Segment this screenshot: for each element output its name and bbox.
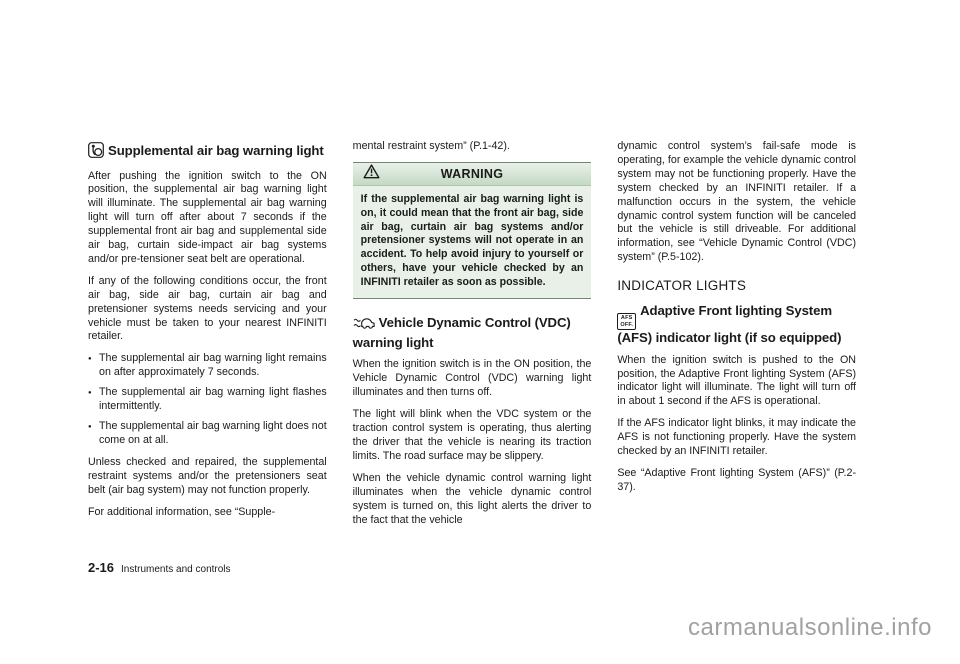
vdc-paragraph-1: When the ignition switch is in the ON position, the Vehicle Dynamic Control (VDC) warning light illuminates and then turns off.	[352, 358, 592, 399]
airbag-bullet-2: ● The supplemental air bag warning light flashes intermittently.	[88, 386, 327, 414]
column-middle	[353, 140, 592, 535]
vdc-paragraph-2: The light will blink when the VDC system or the traction control system is operating, thus alerting the driver that the vehicle is nearing its traction limits. The road surface may be slippery.	[352, 408, 592, 462]
afs-paragraph-1: When the ignition switch is pushed to the ON position, the Adaptive Front lighting System (AFS) indicator light will illuminate. The light will turn off in about 1 second if the AFS is operational.	[617, 353, 857, 408]
afs-off-indicator-icon	[617, 313, 636, 330]
vdc-heading-text: Vehicle Dynamic Control (VDC) warning light	[352, 315, 571, 350]
vdc-heading	[353, 315, 592, 351]
airbag-paragraph-4-continuation: mental restraint system” (P.1-42).	[352, 140, 510, 152]
column-right	[617, 140, 856, 535]
footer-section-label: Instruments and controls	[121, 564, 231, 575]
afs-icon-line2: OFF.	[620, 321, 634, 328]
vdc-paragraph-3-continuation: dynamic control system’s fail-safe mode is operating, for example the vehicle dynamic control system may not be functioning properly. Have the system checked by an INFINITI retailer. If a malfunction occurs in the system, the vehicle dynamic control system function will be canceled but the vehicle is still driveable. For additional information, see “Vehicle Dynamic Control (VDC) system” (P.5-102).	[617, 140, 857, 264]
afs-heading-text: Adaptive Front lighting System (AFS) indicator light (if so equipped)	[617, 303, 842, 346]
airbag-warning-icon	[88, 142, 104, 163]
afs-paragraph-2: If the AFS indicator light blinks, it may indicate the AFS is not functioning properly. Have the system checked by an INFINITI retailer.	[617, 417, 857, 458]
indicator-lights-section-heading: INDICATOR LIGHTS	[617, 278, 747, 294]
airbag-paragraph-2: If any of the following conditions occur, the front air bag, side air bag, curtain air bag and pretensioner systems needs servicing and your vehicle must be taken to your nearest INFINITI retailer.	[88, 274, 327, 343]
page-number: 2-16	[88, 560, 115, 575]
column-left	[88, 140, 327, 535]
afs-icon-line1: AFS	[620, 315, 633, 322]
airbag-heading	[88, 142, 327, 163]
vdc-paragraph-3: When the vehicle dynamic control warning light illuminates when the vehicle dynamic control system is turned on, this light alerts the driver to the fact that the vehicle	[352, 471, 592, 526]
airbag-bullet-list	[88, 352, 327, 447]
vdc-warning-icon	[353, 317, 375, 335]
airbag-paragraph-1: After pushing the ignition switch to the ON position, the supplemental air bag warning light will illuminate. The supplemental air bag warning light will turn off after about 7 seconds if the supplemental front air bag and supplemental side air bag, curtain side-impact air bag systems and/or pre-tensioner seat belt are operational.	[88, 169, 327, 265]
warning-triangle-icon	[363, 164, 380, 184]
watermark: carmanualsonline.info	[688, 614, 932, 641]
afs-heading	[617, 303, 856, 347]
afs-paragraph-3: See “Adaptive Front lighting System (AFS)” (P.2-37).	[617, 467, 857, 493]
airbag-heading-text: Supplemental air bag warning light	[108, 143, 324, 158]
warning-title: WARNING	[440, 166, 504, 181]
airbag-bullet-1: ● The supplemental air bag warning light remains on after approximately 7 seconds.	[88, 352, 327, 380]
page-footer	[88, 560, 231, 575]
warning-box	[353, 162, 592, 300]
page-content	[88, 140, 856, 535]
airbag-bullet-3: ● The supplemental air bag warning light does not come on at all.	[88, 420, 327, 448]
airbag-paragraph-3: Unless checked and repaired, the supplemental restraint systems and/or the pretensioners seat belt (air bag system) may not function properly.	[88, 455, 327, 496]
warning-box-header	[353, 163, 592, 186]
airbag-paragraph-4: For additional information, see “Supple-	[88, 505, 276, 518]
warning-body-text: If the supplemental air bag warning light is on, it could mean that the front air bag, side air bag, curtain air bag systems and/or pretensioner systems will not operate in an accident. To help avoid injury to yourself or others, have your vehicle checked by an INFINITI retailer as soon as possible.	[353, 186, 592, 299]
